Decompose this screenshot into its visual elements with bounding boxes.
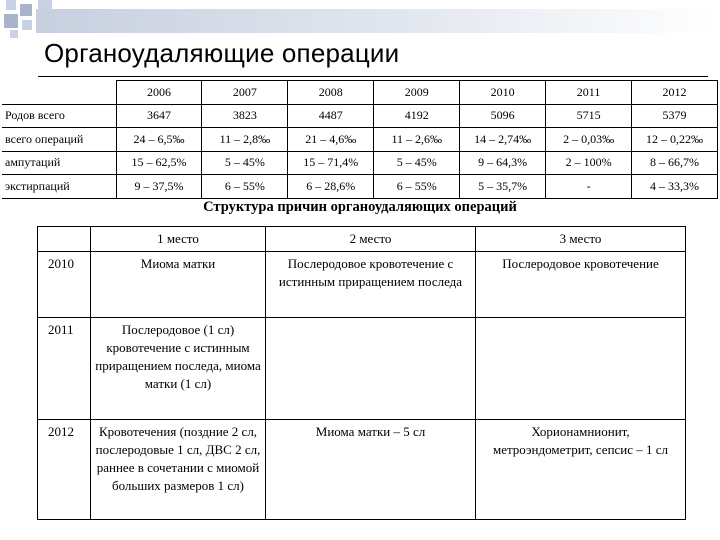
causes-row-2012: [38, 420, 686, 520]
cause-cell: Миома матки – 5 сл: [266, 420, 476, 520]
year-label: 2012: [38, 420, 91, 520]
stat-cell: 5 – 45%: [202, 151, 288, 175]
stat-cell: 2 – 0,03‰: [546, 128, 632, 152]
causes-corner-cell: [38, 227, 91, 252]
year-header: 2010: [460, 81, 546, 105]
row-label: ампутаций: [2, 151, 116, 175]
decorative-header: [0, 0, 720, 40]
row-label: Родов всего: [2, 104, 116, 128]
cause-cell: Миома матки: [91, 252, 266, 318]
stats-corner-cell: [2, 81, 116, 105]
row-label: экстирпаций: [2, 175, 116, 199]
stats-header-row: [2, 81, 718, 105]
stat-cell: 9 – 64,3%: [460, 151, 546, 175]
stat-cell: 4192: [374, 104, 460, 128]
slide-title: Органоудаляющие операции: [44, 38, 400, 68]
stats-row-extirpations: [2, 175, 718, 199]
stat-cell: 6 – 55%: [202, 175, 288, 199]
stats-row-amputations: [2, 151, 718, 175]
rank-header: 3 место: [476, 227, 686, 252]
rank-header: 2 место: [266, 227, 476, 252]
rank-header: 1 место: [91, 227, 266, 252]
year-header: 2008: [288, 81, 374, 105]
stat-cell: 14 – 2,74‰: [460, 128, 546, 152]
causes-title: Структура причин органоудаляющих операций: [203, 199, 517, 215]
cause-cell: Послеродовое кровотечение с истинным приращением последа: [266, 252, 476, 318]
decor-square: [20, 4, 32, 16]
cause-cell: Хорионамнионит, метроэндометрит, сепсис – 1 сл: [476, 420, 686, 520]
stat-cell: 3823: [202, 104, 288, 128]
year-label: 2010: [38, 252, 91, 318]
stat-cell: 5715: [546, 104, 632, 128]
stats-row-births: [2, 104, 718, 128]
cause-cell: Кровотечения (поздние 2 сл, послеродовые 1 сл, ДВС 2 сл, раннее в сочетании с миомой больших размеров 1 сл): [91, 420, 266, 520]
cause-cell: Послеродовое (1 сл) кровотечение с истинным приращением последа, миома матки (1 сл): [91, 318, 266, 420]
stat-cell: 6 – 28,6%: [288, 175, 374, 199]
stat-cell: 5379: [632, 104, 718, 128]
cause-cell: Послеродовое кровотечение: [476, 252, 686, 318]
stat-cell: 5096: [460, 104, 546, 128]
year-header: 2011: [546, 81, 632, 105]
stat-cell: 5 – 35,7%: [460, 175, 546, 199]
causes-row-2011: [38, 318, 686, 420]
stat-cell: 6 – 55%: [374, 175, 460, 199]
stat-cell: 3647: [116, 104, 202, 128]
year-header: 2006: [116, 81, 202, 105]
operations-stats-table: [2, 80, 718, 199]
stat-cell: 5 – 45%: [374, 151, 460, 175]
year-header: 2009: [374, 81, 460, 105]
stat-cell: 21 – 4,6‰: [288, 128, 374, 152]
decor-square: [6, 0, 16, 10]
stat-cell: 12 – 0,22‰: [632, 128, 718, 152]
decor-square: [4, 14, 18, 28]
stat-cell: 2 – 100%: [546, 151, 632, 175]
stat-cell: 11 – 2,8‰: [202, 128, 288, 152]
stat-cell: 11 – 2,6‰: [374, 128, 460, 152]
causes-header-row: [38, 227, 686, 252]
year-header: 2007: [202, 81, 288, 105]
year-header: 2012: [632, 81, 718, 105]
stat-cell: 9 – 37,5%: [116, 175, 202, 199]
causes-structure-table: [37, 226, 686, 520]
stat-cell: 15 – 71,4%: [288, 151, 374, 175]
stat-cell: 4 – 33,3%: [632, 175, 718, 199]
causes-row-2010: [38, 252, 686, 318]
stat-cell: 24 – 6,5‰: [116, 128, 202, 152]
stats-row-operations: [2, 128, 718, 152]
cause-cell: [476, 318, 686, 420]
stat-cell: -: [546, 175, 632, 199]
decor-square: [10, 30, 18, 38]
row-label: всего операций: [2, 128, 116, 152]
decor-gradient-band: [36, 9, 720, 33]
cause-cell: [266, 318, 476, 420]
decor-square: [22, 20, 32, 30]
year-label: 2011: [38, 318, 91, 420]
stat-cell: 8 – 66,7%: [632, 151, 718, 175]
title-underline: [38, 76, 708, 77]
stat-cell: 4487: [288, 104, 374, 128]
stat-cell: 15 – 62,5%: [116, 151, 202, 175]
